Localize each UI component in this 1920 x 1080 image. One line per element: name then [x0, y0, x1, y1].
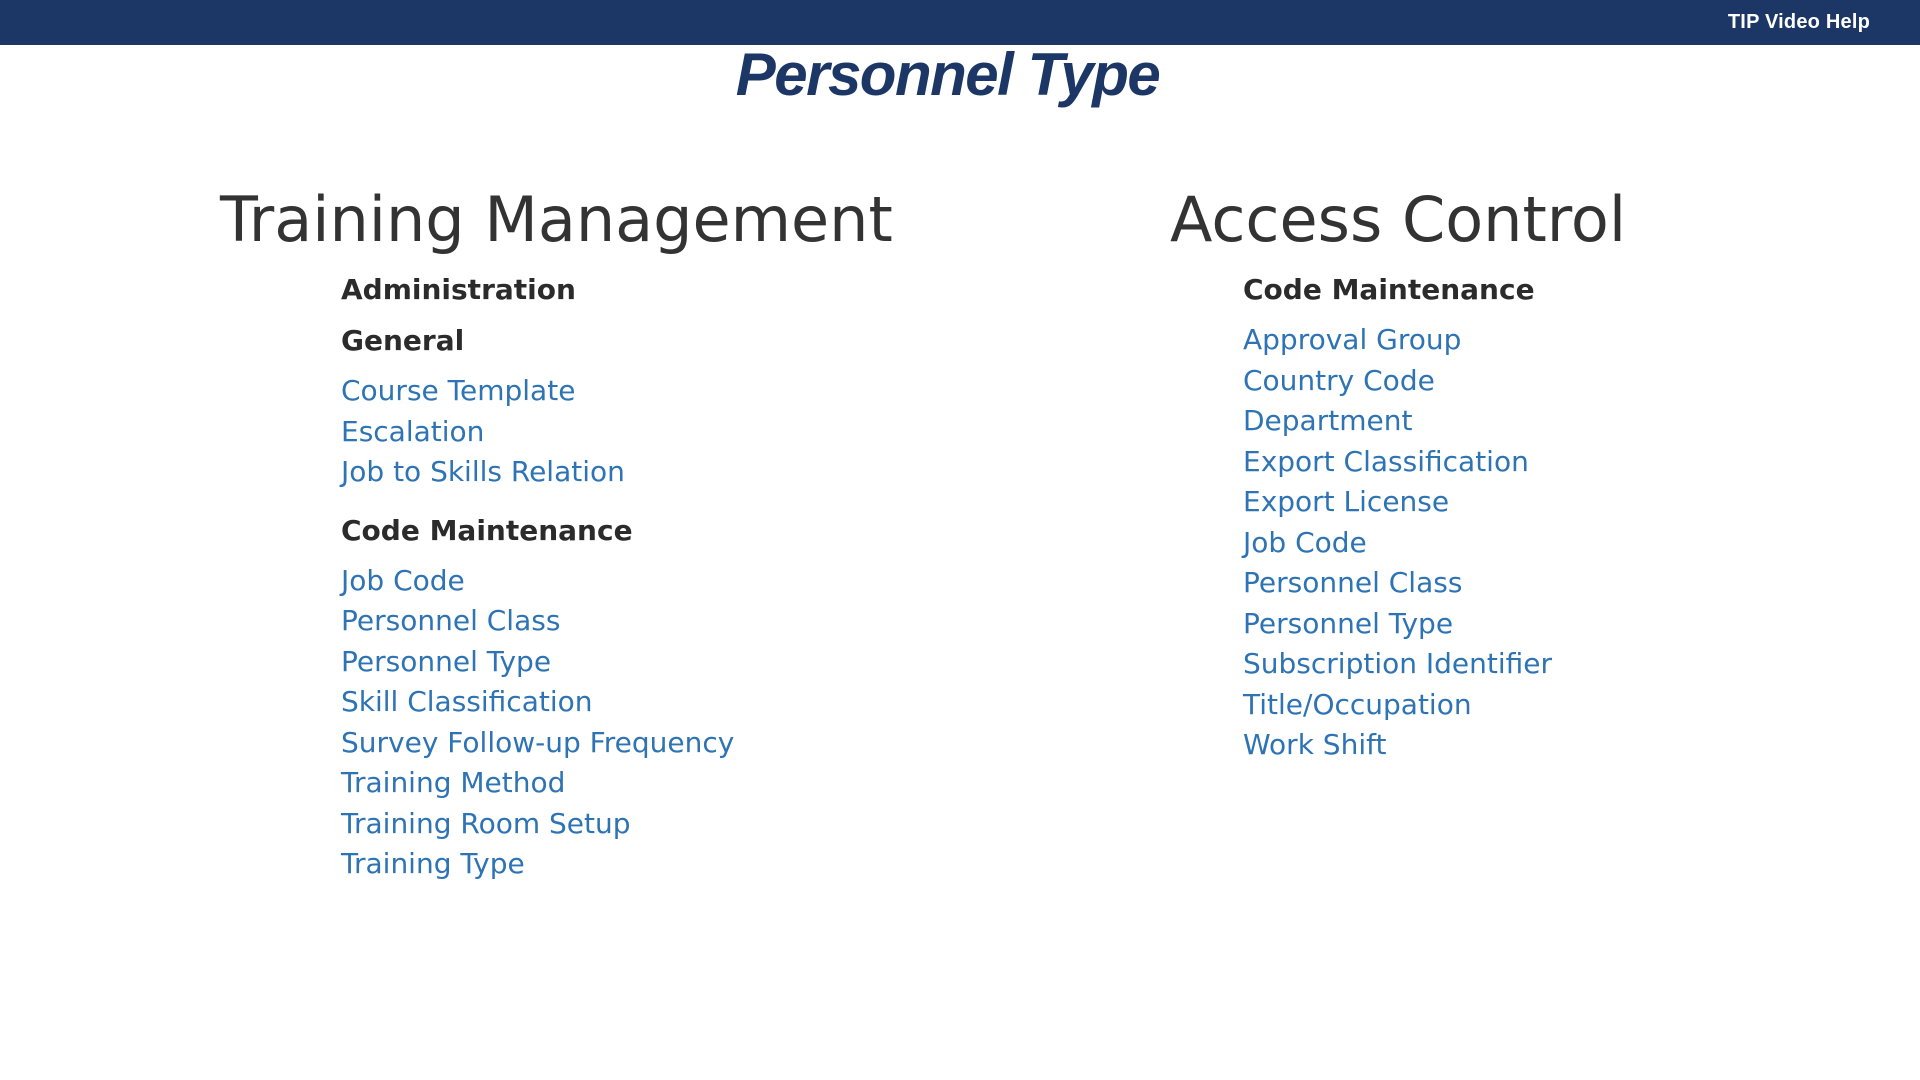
tm-general-link-escalation[interactable]: Escalation [341, 414, 485, 448]
access-control-section [1170, 180, 1626, 766]
general-links-list [341, 371, 893, 493]
access-control-group [1243, 260, 1626, 766]
tm-general-link-job-to-skills-relation[interactable]: Job to Skills Relation [341, 455, 625, 488]
heading-access-code-maintenance: Code Maintenance [1243, 273, 1535, 306]
training-management-section [220, 180, 893, 885]
list-item [1243, 685, 1626, 726]
list-item [1243, 725, 1626, 766]
list-item [1243, 604, 1626, 645]
list-item [341, 763, 893, 804]
list-item [341, 682, 893, 723]
list-item [341, 642, 893, 683]
ac-code-link-approval-group[interactable]: Approval Group [1243, 323, 1462, 356]
list-item [1243, 361, 1626, 402]
heading-administration: Administration [341, 273, 576, 306]
list-item [341, 601, 893, 642]
top-bar [0, 0, 1920, 45]
tm-general-link-course-template[interactable]: Course Template [341, 374, 576, 407]
list-item [341, 723, 893, 764]
list-item [341, 844, 893, 885]
tm-code-link-skill-classification[interactable]: Skill Classification [341, 685, 593, 718]
ac-code-link-job-code[interactable]: Job Code [1243, 525, 1367, 559]
ac-code-link-export-classification[interactable]: Export Classification [1243, 444, 1529, 478]
section-title-training-management: Training Management [220, 183, 893, 256]
ac-code-link-personnel-class[interactable]: Personnel Class [1243, 566, 1463, 599]
list-item [341, 561, 893, 602]
ac-code-link-personnel-type[interactable]: Personnel Type [1243, 606, 1454, 640]
list-item [341, 452, 893, 493]
list-item [1243, 563, 1626, 604]
tm-code-link-personnel-class[interactable]: Personnel Class [341, 604, 561, 637]
list-item [341, 804, 893, 845]
heading-code-maintenance: Code Maintenance [341, 513, 633, 547]
ac-code-link-export-license[interactable]: Export License [1243, 485, 1450, 518]
list-item [1243, 482, 1626, 523]
training-management-group [341, 260, 893, 885]
ac-code-link-subscription-identifier[interactable]: Subscription Identifier [1243, 647, 1553, 680]
tm-code-link-training-type[interactable]: Training Type [341, 847, 525, 880]
ac-code-link-country-code[interactable]: Country Code [1243, 363, 1435, 397]
page-title: Personnel Type [735, 41, 1160, 108]
list-item [341, 371, 893, 412]
tm-code-link-training-room-setup[interactable]: Training Room Setup [341, 806, 631, 840]
list-item [1243, 442, 1626, 483]
list-item [1243, 320, 1626, 361]
ac-code-link-department[interactable]: Department [1243, 404, 1413, 437]
list-item [341, 412, 893, 453]
tip-video-help-link[interactable]: TIP Video Help [1727, 11, 1870, 33]
list-item [1243, 644, 1626, 685]
list-item [1243, 523, 1626, 564]
section-title-access-control: Access Control [1170, 183, 1627, 256]
tm-code-link-personnel-type[interactable]: Personnel Type [341, 644, 552, 678]
tm-code-link-job-code[interactable]: Job Code [341, 563, 465, 597]
heading-general: General [341, 324, 465, 357]
ac-code-link-title-occupation[interactable]: Title/Occupation [1243, 687, 1472, 721]
ac-code-link-work-shift[interactable]: Work Shift [1243, 728, 1387, 761]
list-item [1243, 401, 1626, 442]
code-maintenance-links-list [341, 561, 893, 885]
tm-code-link-survey-follow-up-frequency[interactable]: Survey Follow-up Frequency [341, 725, 735, 759]
tm-code-link-training-method[interactable]: Training Method [341, 766, 566, 799]
access-code-maintenance-links-list [1243, 320, 1626, 766]
